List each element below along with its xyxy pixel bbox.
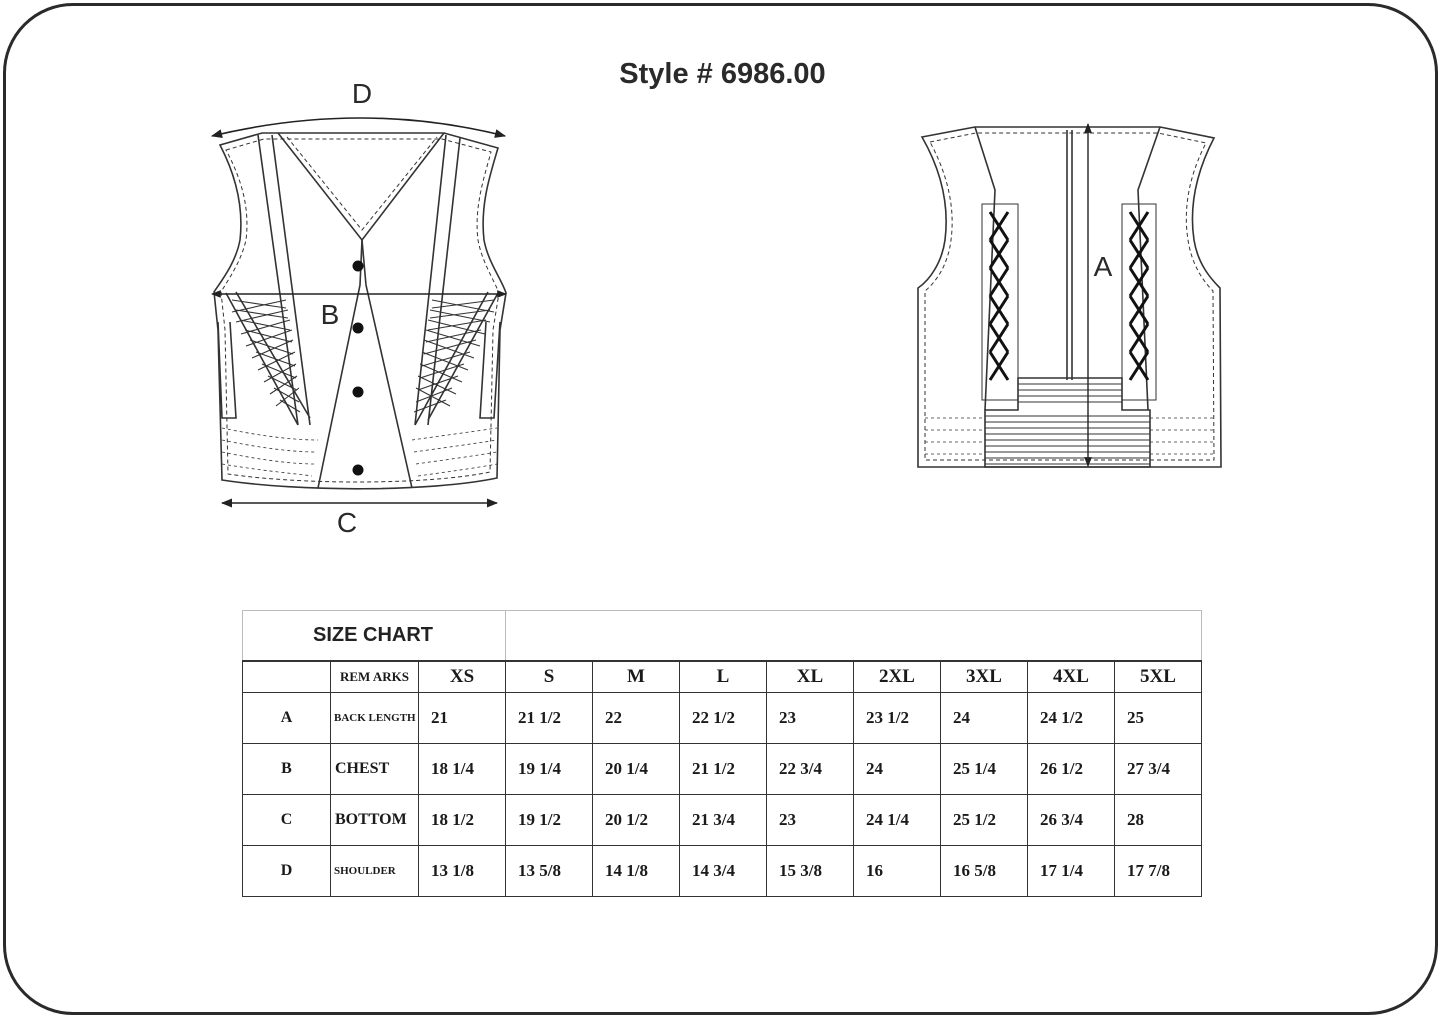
measurement-cell: 24 — [941, 693, 1028, 744]
back-left-lacing — [990, 212, 1008, 380]
row-code: B — [243, 744, 331, 795]
measurement-cell: 22 — [593, 693, 680, 744]
front-vest-drawing — [212, 118, 506, 503]
measurement-row-bottom — [243, 795, 1202, 846]
measurement-row-shoulder — [243, 846, 1202, 897]
size-header: S — [506, 661, 593, 693]
size-header: XS — [419, 661, 506, 693]
front-placket-right — [362, 240, 412, 488]
measurement-row-back-length — [243, 693, 1202, 744]
dimension-b-label: B — [320, 299, 340, 330]
size-chart-title-blank — [506, 611, 1202, 662]
row-code: C — [243, 795, 331, 846]
measurement-cell: 25 1/2 — [941, 795, 1028, 846]
measurement-cell: 26 3/4 — [1028, 795, 1115, 846]
front-right-eyelet-strip — [415, 135, 498, 425]
back-bottom-stitch-lines — [925, 418, 1214, 454]
measurement-cell: 24 1/4 — [854, 795, 941, 846]
remarks-header: REM ARKS — [331, 661, 419, 693]
measurement-cell: 22 3/4 — [767, 744, 854, 795]
measurement-cell: 28 — [1115, 795, 1202, 846]
measurement-cell: 18 1/2 — [419, 795, 506, 846]
measurement-cell: 25 — [1115, 693, 1202, 744]
front-v-neck-stitch — [287, 137, 437, 230]
row-remark: SHOULDER — [331, 846, 419, 897]
measurement-cell: 23 1/2 — [854, 693, 941, 744]
measurement-cell: 23 — [767, 795, 854, 846]
measurement-cell: 14 3/4 — [680, 846, 767, 897]
measurement-cell: 16 — [854, 846, 941, 897]
measurement-cell: 21 1/2 — [506, 693, 593, 744]
measurement-cell: 16 5/8 — [941, 846, 1028, 897]
row-code: D — [243, 846, 331, 897]
front-snap-button — [353, 387, 364, 398]
size-header: 4XL — [1028, 661, 1115, 693]
size-header: XL — [767, 661, 854, 693]
measurement-cell: 22 1/2 — [680, 693, 767, 744]
back-center-seam — [1067, 130, 1072, 380]
size-header: 3XL — [941, 661, 1028, 693]
dimension-c-label: C — [336, 507, 358, 538]
row-code: A — [243, 693, 331, 744]
row-remark: BACK LENGTH — [331, 693, 419, 744]
back-right-lace-panel — [1122, 204, 1156, 400]
size-chart-title-row — [243, 611, 1202, 662]
measurement-cell: 19 1/4 — [506, 744, 593, 795]
measurement-cell: 24 — [854, 744, 941, 795]
measurement-cell: 14 1/8 — [593, 846, 680, 897]
size-header: L — [680, 661, 767, 693]
row-remark: BOTTOM — [331, 795, 419, 846]
front-vest-outline — [214, 133, 506, 489]
front-placket-left — [318, 240, 362, 488]
measurement-cell: 21 1/2 — [680, 744, 767, 795]
measurement-cell: 17 7/8 — [1115, 846, 1202, 897]
measurement-cell: 25 1/4 — [941, 744, 1028, 795]
measurement-cell: 19 1/2 — [506, 795, 593, 846]
measurement-cell: 17 1/4 — [1028, 846, 1115, 897]
front-snap-button — [353, 261, 364, 272]
measurement-cell: 26 1/2 — [1028, 744, 1115, 795]
size-chart-title: SIZE CHART — [243, 611, 506, 662]
measurement-cell: 18 1/4 — [419, 744, 506, 795]
dimension-a-label: A — [1093, 251, 1113, 282]
measurement-cell: 21 — [419, 693, 506, 744]
measurement-cell: 13 1/8 — [419, 846, 506, 897]
dimension-d-label: D — [351, 78, 373, 109]
size-chart-table — [242, 610, 1202, 897]
front-right-zip-pocket — [480, 322, 500, 418]
row-remark: CHEST — [331, 744, 419, 795]
style-title: Style # 6986.00 — [619, 58, 826, 90]
front-vest-stitching — [221, 139, 499, 482]
back-stretch-panel-ribs — [985, 384, 1150, 464]
measurement-cell: 20 1/4 — [593, 744, 680, 795]
measurement-cell: 20 1/2 — [593, 795, 680, 846]
size-header: 2XL — [854, 661, 941, 693]
front-v-neck — [278, 133, 444, 240]
measurement-cell: 15 3/8 — [767, 846, 854, 897]
back-vest-stitching — [925, 133, 1214, 460]
measurement-cell: 23 — [767, 693, 854, 744]
front-snap-button — [353, 465, 364, 476]
code-header — [243, 661, 331, 693]
measurement-cell: 27 3/4 — [1115, 744, 1202, 795]
size-header-row — [243, 661, 1202, 693]
measurement-cell: 21 3/4 — [680, 795, 767, 846]
front-left-lacing — [232, 300, 300, 412]
back-vest-drawing — [918, 124, 1221, 467]
measurement-row-chest — [243, 744, 1202, 795]
front-snap-button — [353, 323, 364, 334]
measurement-cell: 24 1/2 — [1028, 693, 1115, 744]
size-header: 5XL — [1115, 661, 1202, 693]
front-left-eyelet-strip — [226, 135, 310, 425]
size-header: M — [593, 661, 680, 693]
back-right-lacing — [1130, 212, 1148, 380]
measurement-cell: 13 5/8 — [506, 846, 593, 897]
